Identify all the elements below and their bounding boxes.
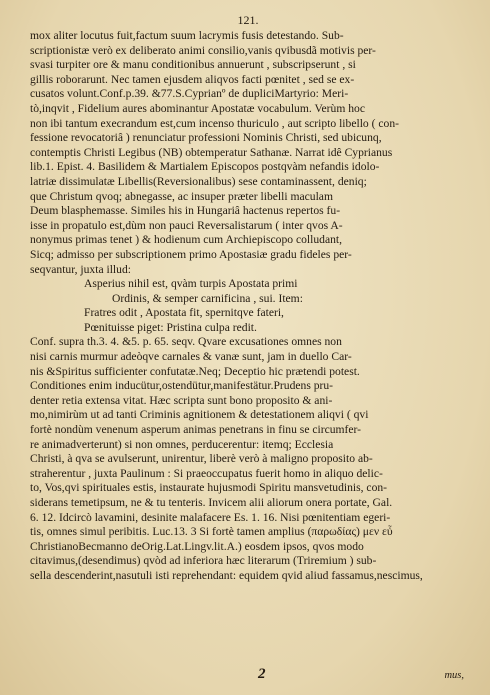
text-line: Conf. supra th.3. 4. &5. p. 65. seqv. Qvare excusationes omnes non [30, 335, 342, 349]
text-line: svasi turpiter ore & manu conditionibus annuerunt , subscripserunt , si [30, 58, 356, 72]
text-line: nisi carnis murmur adeòqve carnales & vanæ sunt, jam in duello Car- [30, 350, 352, 364]
text-line: Deum blasphemasse. Similes his in Hungariâ hactenus repertos fu- [30, 204, 341, 218]
verse-line: Fratres odit , Apostata fit, spernitqve fateri, [84, 306, 284, 320]
text-line: nonymus primas tenet ) & hodienum cum Archiepiscopo colludant, [30, 233, 343, 247]
text-line: cusatos volunt.Conf.p.39. &77.S.Cyprianº de dupliciMartyrio: Meri- [30, 87, 349, 101]
signature-mark: 2 [258, 666, 266, 682]
text-line: isse in propatulo est,dùm non pauci Reversalistarum ( inter qvos A- [30, 218, 343, 232]
text-line: seqvantur, juxta illud: [30, 262, 131, 276]
text-line: Sicq; admisso per subscriptionem primo Apostasiæ gradu fideles per- [30, 247, 352, 261]
text-line: gillis roborarunt. Nec tamen ejusdem aliqvos facti pœnitet , sed se ex- [30, 72, 355, 86]
catchword: mus, [444, 670, 464, 681]
text-line: tis, omnes simul peribitis. Luc.13. 3 Si fortè tamen amplius (παρωδίας) μεν εὖ [30, 525, 393, 539]
verse-line: Pœnituisse piget: Pristina culpa redit. [84, 320, 257, 334]
text-line: ChristianoBecmanno deOrig.Lat.Lingv.lit.A.) eosdem ipsos, qvos modo [30, 539, 364, 553]
text-line: non ibi tantum execrandum est,cum incenso thuriculo , aut scripto libello ( con- [30, 116, 399, 130]
text-line: citavimus,(desendimus) qvòd ad inferiora hæc literarum (Triremium ) sub- [30, 554, 377, 568]
text-line: Christi, à qva se avulserunt, unirentur, liberè verò à maligno proposito ab- [30, 452, 373, 466]
text-line: Conditiones enim inducütur,ostendütur,manifestätur.Prudens pru- [30, 379, 334, 393]
text-line: fortè nondùm venenum asperum animas penetrans in finu se circumfer- [30, 423, 362, 437]
text-line: lib.1. Epist. 4. Basilidem & Martialem Episcopos postqvàm nefandis idolo- [30, 160, 380, 174]
text-line: que Christum qvoq; abnegasse, ac insuper præter libelli maculam [30, 189, 333, 203]
text-line: 6. 12. Idcircò lavamini, desinite malafacere Es. 1. 16. Nisi pœnitentiam egeri- [30, 510, 391, 524]
text-line: denter retia extensa vitat. Hæc scripta sunt bono proposito & ani- [30, 393, 333, 407]
verse-line: Asperius nihil est, qvàm turpis Apostata primi [84, 277, 298, 291]
text-line: sella descenderint,nasutuli isti reprehendant: equidem qvid aliud fassamus,nescimus, [30, 568, 423, 582]
verse-line: Ordinis, & semper carnificina , sui. Item: [112, 291, 303, 305]
text-line: to, Vos,qvi spirituales estis, instaurate hujusmodi Spiritu mansvetudinis, con- [30, 481, 388, 495]
text-line: siderans temetipsum, ne & tu tenteris. Invicem alii aliorum onera portate, Gal. [30, 496, 393, 509]
page-number: 121. [237, 13, 259, 27]
text-line: straherentur , juxta Paulinum : Si praeoccupatus fuerit homo in aliquo delic- [30, 466, 383, 480]
text-line: scriptionistæ verò ex deliberato animi consilio,vanis qvibusdã motivis per- [30, 43, 376, 57]
text-line: fessione revocatoriâ ) renunciatur professioni Nominis Christi, sed ubicunq, [30, 131, 382, 145]
text-line: mox aliter locutus fuit,factum suum lacrymis fusis detestando. Sub- [30, 29, 344, 42]
main-text [30, 29, 466, 584]
text-line: latriæ dissimulatæ Libellis(Reversionalibus) sese contaminassent, deniq; [30, 174, 367, 188]
text-line: nis &Spiritus sufficienter confutatæ.Neq; Deceptio hic prætendi potest. [30, 364, 360, 378]
text-line: re animadverterunt) si non omnes, perducerentur: itemq; Ecclesia [30, 437, 334, 451]
text-line: contemptis Christi Legibus (NB) obtemperatur Sathanæ. Narrat idê Cyprianus [30, 145, 393, 159]
text-line: tò,inqvit , Fidelium aures abominantur Apostatæ vocabulum. Verùm hoc [30, 101, 365, 115]
text-line: mo,nimirùm ut ad tanti Criminis agnitionem & detestationem aliqvi ( qvi [30, 408, 369, 422]
